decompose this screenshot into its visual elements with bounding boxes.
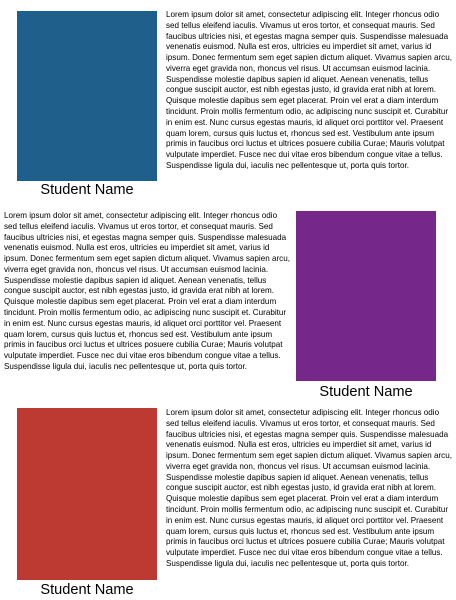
- student-photo-placeholder: [17, 408, 157, 580]
- student-bio: Lorem ipsum dolor sit amet, consectetur adipiscing elit. Integer rhoncus odio sed tellus eleifend iaculis. Vivamus ut eros tortor, et consequat mauris. Sed faucibus ultricies nisi, et egestas magna semper quis. Suspendisse malesuada venenatis euismod. Nulla est eros, ultricies eu imperdiet sit amet, varius id ipsum. Donec fermentum sem eget sapien dictum aliquet. Vivamus sapien arcu, viverra eget gravida non, rhoncus vel risus. Ut accumsan euismod lacinia. Suspendisse molestie dapibus sapien id aliquet. Aenean venenatis, tellus congue suscipit auctor, est nibh egestas justo, id gravida erat nibh at lorem. Quisque molestie dapibus sem eget placerat. Proin vel erat a diam interdum tincidunt. Proin mollis fermentum odio, ac adipiscing nunc suscipit et. Curabitur in enim est. Nunc cursus egestas mauris, id aliquet orci porttitor vel. Praesent quam lorem, cursus quis luctus et, rhoncus sed est. Vestibulum ante ipsum primis in faucibus orci luctus et ultrices posuere cubilia Curae; Mauris volutpat vulputate imperdiet. Fusce nec dui vitae eros bibendum congue vitae a tellus. Suspendisse ligula dui, iaculis nec pellentesque ut, porta quis tortor.: [166, 10, 452, 170]
- student-name: Student Name: [40, 582, 134, 598]
- student-name: Student Name: [40, 182, 134, 198]
- student-photo-placeholder: [296, 211, 436, 381]
- student-bio: Lorem ipsum dolor sit amet, consectetur adipiscing elit. Integer rhoncus odio sed tellus eleifend iaculis. Vivamus ut eros tortor, et consequat mauris. Sed faucibus ultricies nisi, et egestas magna semper quis. Suspendisse malesuada venenatis euismod. Nulla est eros, ultricies eu imperdiet sit amet, varius id ipsum. Donec fermentum sem eget sapien dictum aliquet. Vivamus sapien arcu, viverra eget gravida non, rhoncus vel risus. Ut accumsan euismod lacinia. Suspendisse molestie dapibus sapien id aliquet. Aenean venenatis, tellus congue suscipit auctor, est nibh egestas justo, id gravida erat nibh at lorem. Quisque molestie dapibus sem eget placerat. Proin vel erat a diam interdum tincidunt. Proin mollis fermentum odio, ac adipiscing nunc suscipit et. Curabitur in enim est. Nunc cursus egestas mauris, id aliquet orci porttitor vel. Praesent quam lorem, cursus quis luctus et, rhoncus sed est. Vestibulum ante ipsum primis in faucibus orci luctus et ultrices posuere cubilia Curae; Mauris volutpat vulputate imperdiet. Fusce nec dui vitae eros bibendum congue vitae a tellus. Suspendisse ligula dui, iaculis nec pellentesque ut, porta quis tortor.: [4, 211, 290, 371]
- student-name: Student Name: [319, 384, 413, 400]
- student-bio: Lorem ipsum dolor sit amet, consectetur adipiscing elit. Integer rhoncus odio sed tellus eleifend iaculis. Vivamus ut eros tortor, et consequat mauris. Sed faucibus ultricies nisi, et egestas magna semper quis. Suspendisse malesuada venenatis euismod. Nulla est eros, ultricies eu imperdiet sit amet, varius id ipsum. Donec fermentum sem eget sapien dictum aliquet. Vivamus sapien arcu, viverra eget gravida non, rhoncus vel risus. Ut accumsan euismod lacinia. Suspendisse molestie dapibus sapien id aliquet. Aenean venenatis, tellus congue suscipit auctor, est nibh egestas justo, id gravida erat nibh at lorem. Quisque molestie dapibus sem eget placerat. Proin vel erat a diam interdum tincidunt. Proin mollis fermentum odio, ac adipiscing nunc suscipit et. Curabitur in enim est. Nunc cursus egestas mauris, id aliquet orci porttitor vel. Praesent quam lorem, cursus quis luctus et, rhoncus sed est. Vestibulum ante ipsum primis in faucibus orci luctus et ultrices posuere cubilia Curae; Mauris volutpat vulputate imperdiet. Fusce nec dui vitae eros bibendum congue vitae a tellus. Suspendisse ligula dui, iaculis nec pellentesque ut, porta quis tortor.: [166, 408, 452, 568]
- student-photo-placeholder: [17, 11, 157, 181]
